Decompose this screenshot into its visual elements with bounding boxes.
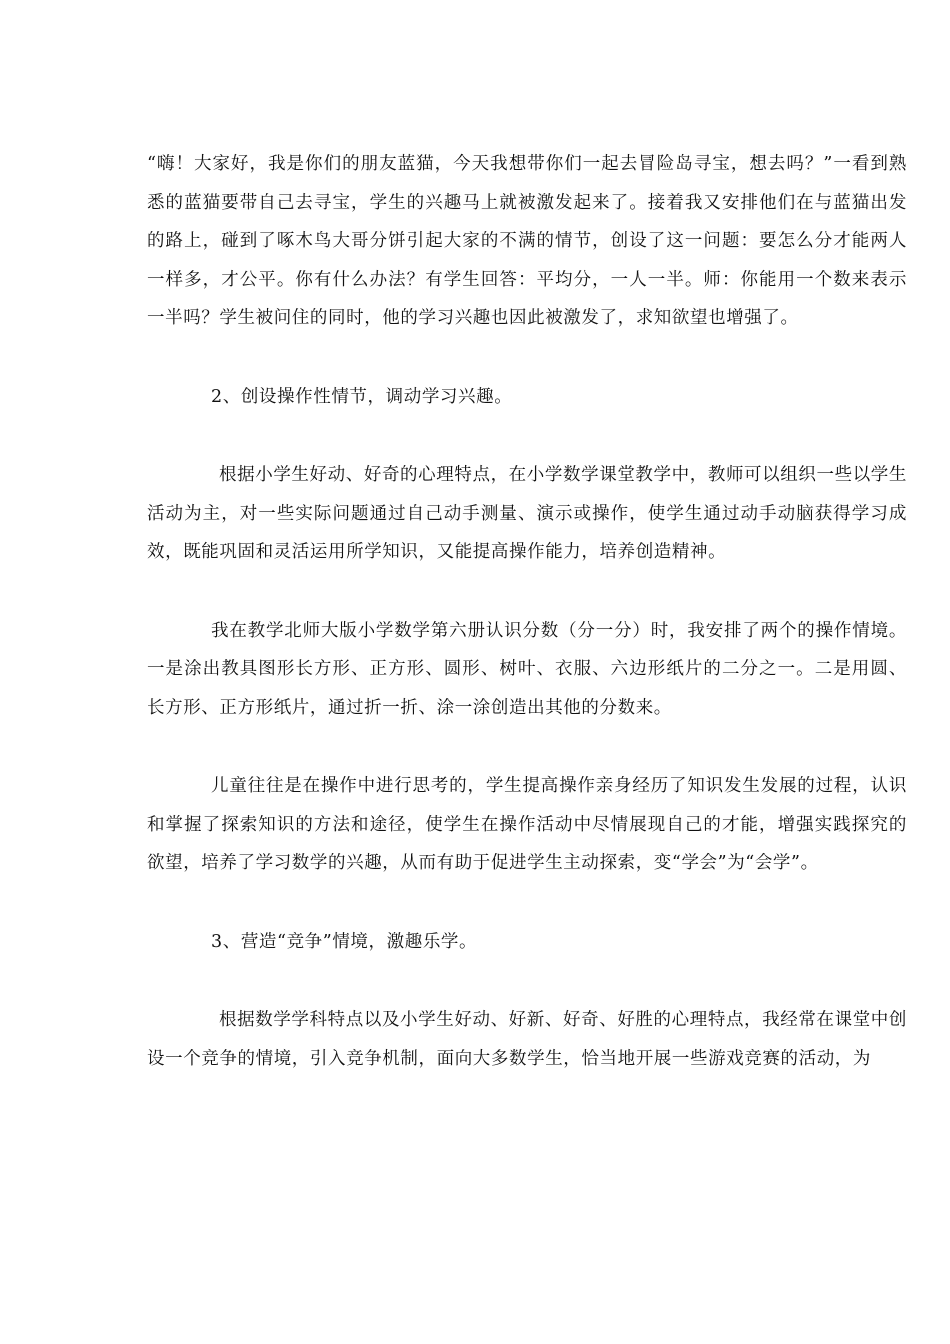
- paragraph-operation-rationale: 根据小学生好动、好奇的心理特点，在小学数学课堂教学中，教师可以组织一些以学生活动为主，对一些实际问题通过自己动手测量、演示或操作，使学生通过动手动脑获得学习成效，既能巩固和灵活运用所学知识，又能提高操作能力，培养创造精神。: [147, 465, 907, 562]
- section-heading-3: 3、营造“竞争”情境，激趣乐学。: [211, 931, 478, 952]
- paragraph-story-intro: “嗨！大家好，我是你们的朋友蓝猫，今天我想带你们一起去冒险岛寻宝，想去吗？”一看到熟悉的蓝猫要带自己去寻宝，学生的兴趣马上就被激发起来了。接着我又安排他们在与蓝猫出发的路上，碰到了啄木鸟大哥分饼引起大家的不满的情节，创设了这一问题：要怎么分才能两人一样多，才公平。你有什么办法？有学生回答：平均分，一人一半。师：你能用一个数来表示一半吗？学生被问住的同时，他的学习兴趣也因此被激发了，求知欲望也增强了。: [147, 154, 907, 328]
- document-body: [147, 145, 907, 1118]
- paragraph-competition: 根据数学学科特点以及小学生好动、好新、好奇、好胜的心理特点，我经常在课堂中创设一个竞争的情境，引入竞争机制，面向大多数学生，恰当地开展一些游戏竞赛的活动，为: [147, 1010, 907, 1069]
- paragraph-operation-benefits: 儿童往往是在操作中进行思考的，学生提高操作亲身经历了知识发生发展的过程，认识和掌握了探索知识的方法和途径，使学生在操作活动中尽情展现自己的才能，增强实践探究的欲望，培养了学习数学的兴趣，从而有助于促进学生主动探索，变“学会”为“会学”。: [147, 776, 907, 873]
- section-heading-2: 2、创设操作性情节，调动学习兴趣。: [211, 386, 513, 407]
- paragraph-fraction-lesson: 我在教学北师大版小学数学第六册认识分数（分一分）时，我安排了两个的操作情境。一是涂出教具图形长方形、正方形、圆形、树叶、衣服、六边形纸片的二分之一。二是用圆、长方形、正方形纸片，通过折一折、涂一涂创造出其他的分数来。: [147, 620, 907, 718]
